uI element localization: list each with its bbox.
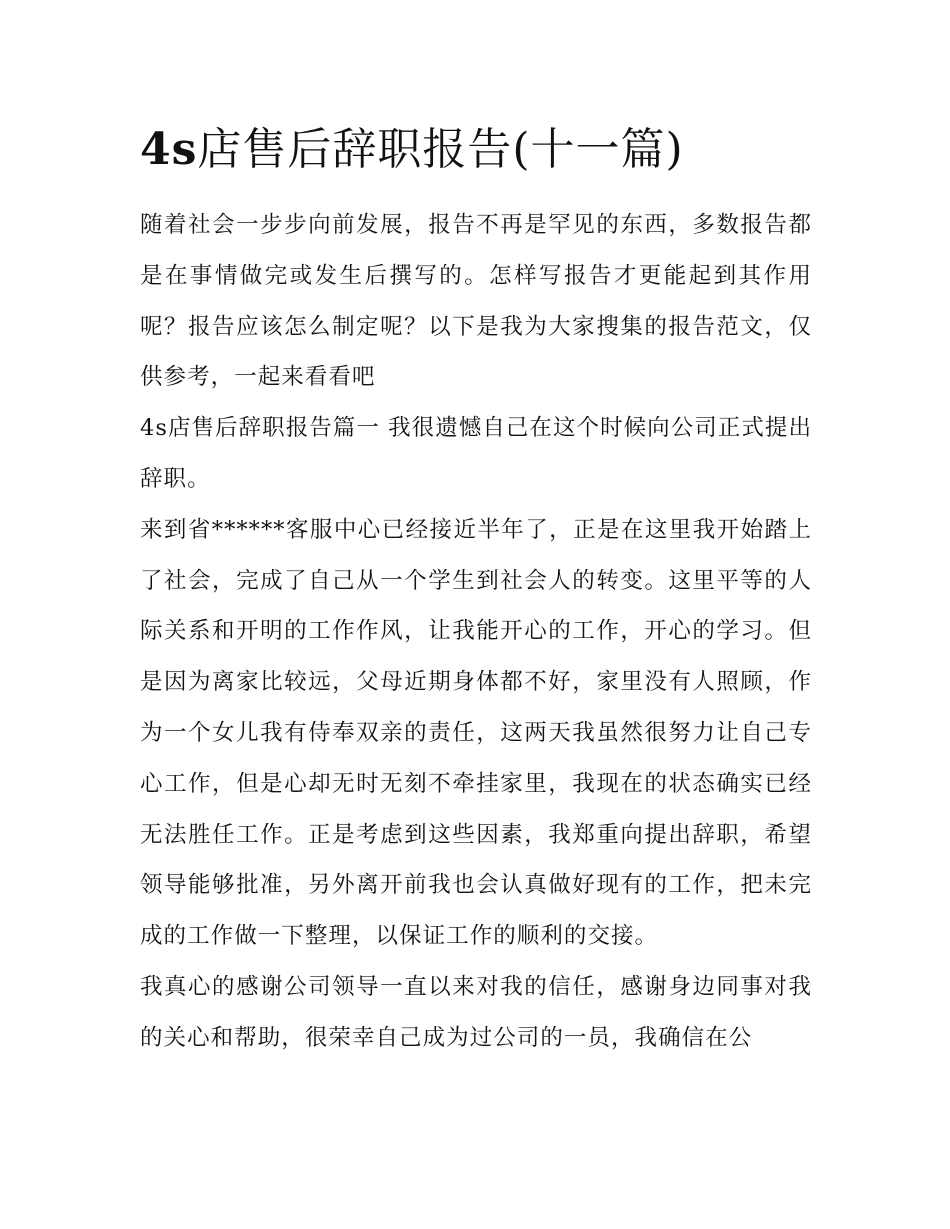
document-body [140,118,812,1064]
document-title: 4s店售后辞职报告(十一篇) [140,124,684,175]
intro-paragraph: 随着社会一步步向前发展，报告不再是罕见的东西，多数报告都是在事情做完或发生后撰写的。怎样写报告才更能起到其作用呢？报告应该怎么制定呢？以下是我为大家搜集的报告范文，仅供参考，一起来看看吧 [140,212,812,391]
section-one-heading-paragraph: 4s店售后辞职报告篇一 我很遗憾自己在这个时候向公司正式提出辞职。 [140,415,813,492]
body-paragraph: 来到省******客服中心已经接近半年了，正是在这里我开始踏上了社会，完成了自己从一个学生到社会人的转变。这里平等的人际关系和开明的工作作风，让我能开心的工作，开心的学习。但是因为离家比较远，父母近期身体都不好，家里没有人照顾，作为一个女儿我有侍奉双亲的责任，这两天我虽然很努力让自己专心工作，但是心却无时无刻不牵挂家里，我现在的状态确实已经无法胜任工作。正是考虑到这些因素，我郑重向提出辞职，希望领导能够批准，另外离开前我也会认真做好现有的工作，把未完成的工作做一下整理，以保证工作的顺利的交接。 [140,516,812,950]
closing-paragraph: 我真心的感谢公司领导一直以来对我的信任，感谢身边同事对我的关心和帮助，很荣幸自己成为过公司的一员，我确信在公 [140,973,812,1051]
